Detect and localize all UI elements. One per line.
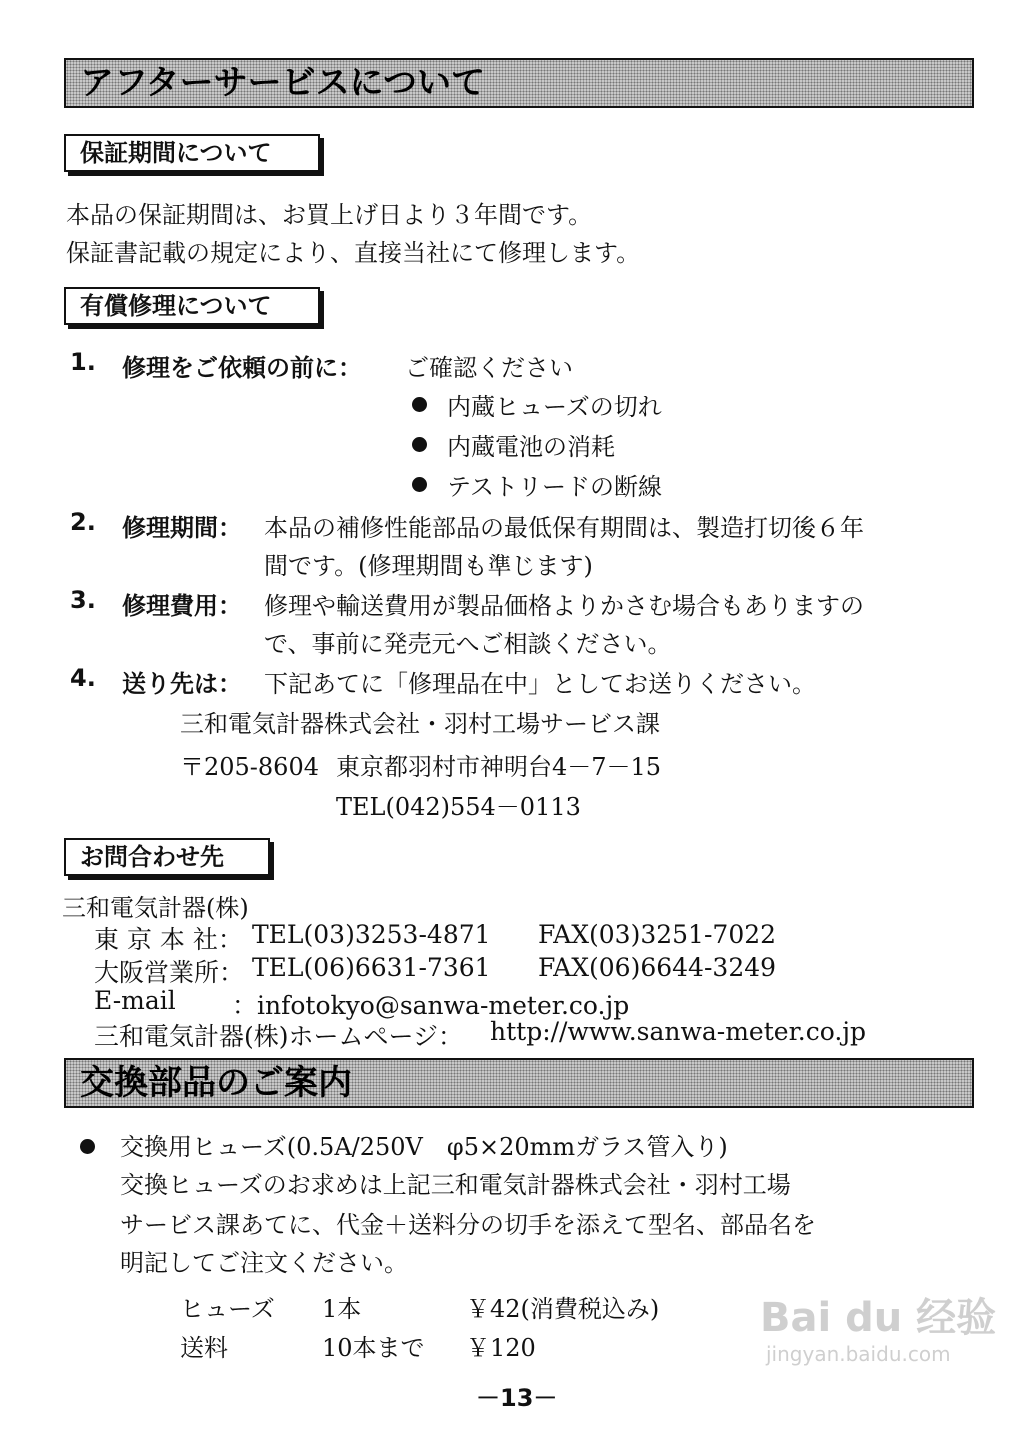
item-1-number: 1. <box>70 348 96 376</box>
email-label: E-mail <box>94 986 176 1015</box>
warranty-heading: 保証期間について <box>64 134 320 172</box>
repair-address: 東京都羽村市神明台4－7－15 <box>336 753 662 781</box>
section-banner-replacement-parts: 交換部品のご案内 <box>64 1058 974 1108</box>
page-number: －13－ <box>476 1384 558 1412</box>
repair-tel: TEL(042)554－0113 <box>336 793 581 821</box>
watermark-brand: Bai du 经验 <box>760 1295 997 1341</box>
item-4-text: 下記あてに「修理品在中」としてお送りください。 <box>264 670 816 698</box>
warranty-line-2: 保証書記載の規定により、直接当社にて修理します。 <box>66 239 641 267</box>
parts-desc-line-2: サービス課あてに、代金＋送料分の切手を添えて型名、部品名を <box>120 1211 816 1239</box>
bullet-dot-icon <box>412 397 427 412</box>
item-1-text: ご確認ください <box>405 354 573 382</box>
item-2-line-1: 本品の補修性能部品の最低保有期間は、製造打切後６年 <box>264 514 864 542</box>
tokyo-tel: TEL(03)3253-4871 <box>252 920 491 949</box>
price-row-fuse-name: ヒューズ <box>180 1295 275 1323</box>
tokyo-fax: FAX(03)3251-7022 <box>538 920 777 949</box>
item-1-label: 修理をご依頼の前に： <box>122 354 362 382</box>
item-2-label: 修理期間： <box>122 514 242 542</box>
item-3-label: 修理費用： <box>122 592 242 620</box>
price-row-fuse-price: ￥42(消費税込み) <box>466 1295 660 1323</box>
osaka-fax: FAX(06)6644-3249 <box>538 953 777 982</box>
contact-company: 三和電気計器(株) <box>62 894 249 922</box>
paid-repair-heading: 有償修理について <box>64 287 320 325</box>
price-row-shipping-qty: 10本まで <box>322 1334 425 1362</box>
parts-desc-line-1: 交換ヒューズのお求めは上記三和電気計器株式会社・羽村工場 <box>120 1171 791 1199</box>
osaka-tel: TEL(06)6631-7361 <box>252 953 491 982</box>
repair-company: 三和電気計器株式会社・羽村工場サービス課 <box>180 710 660 738</box>
fuse-item: 交換用ヒューズ(0.5A/250V φ5×20mmガラス管入り) <box>120 1133 728 1161</box>
item-4-number: 4. <box>70 664 96 692</box>
item-1-bullet-1: 内蔵ヒューズの切れ <box>447 393 662 421</box>
item-3-line-2: で、事前に発売元へご相談ください。 <box>264 630 672 658</box>
repair-postal-code: 〒205-8604 <box>180 753 319 781</box>
section-banner-after-service: アフターサービスについて <box>64 58 974 108</box>
item-1-bullet-2: 内蔵電池の消耗 <box>447 433 615 461</box>
tokyo-office-label: 東 京 本 社： <box>94 925 243 954</box>
homepage-link[interactable]: http://www.sanwa-meter.co.jp <box>490 1017 867 1046</box>
item-2-number: 2. <box>70 508 96 536</box>
price-row-shipping-price: ￥120 <box>466 1334 536 1362</box>
parts-desc-line-3: 明記してご注文ください。 <box>120 1249 408 1277</box>
contact-heading: お問合わせ先 <box>64 838 270 876</box>
item-4-label: 送り先は： <box>122 670 242 698</box>
item-3-number: 3. <box>70 586 96 614</box>
bullet-dot-icon <box>412 477 427 492</box>
warranty-line-1: 本品の保証期間は、お買上げ日より３年間です。 <box>66 201 593 229</box>
bullet-dot-icon <box>80 1139 95 1154</box>
price-row-shipping-name: 送料 <box>180 1334 228 1362</box>
baidu-watermark <box>760 1295 996 1367</box>
item-1-bullet-3: テストリードの断線 <box>447 473 663 501</box>
osaka-office-label: 大阪営業所： <box>94 958 245 987</box>
homepage-label: 三和電気計器(株)ホームページ： <box>94 1022 464 1051</box>
bullet-dot-icon <box>412 437 427 452</box>
email-link[interactable]: ：infotokyo@sanwa-meter.co.jp <box>232 991 630 1020</box>
watermark-url: jingyan.baidu.com <box>766 1342 951 1366</box>
price-row-fuse-qty: 1本 <box>322 1295 362 1323</box>
item-3-line-1: 修理や輸送費用が製品価格よりかさむ場合もありますの <box>264 592 864 620</box>
item-2-line-2: 間です。(修理期間も準じます) <box>264 552 593 580</box>
